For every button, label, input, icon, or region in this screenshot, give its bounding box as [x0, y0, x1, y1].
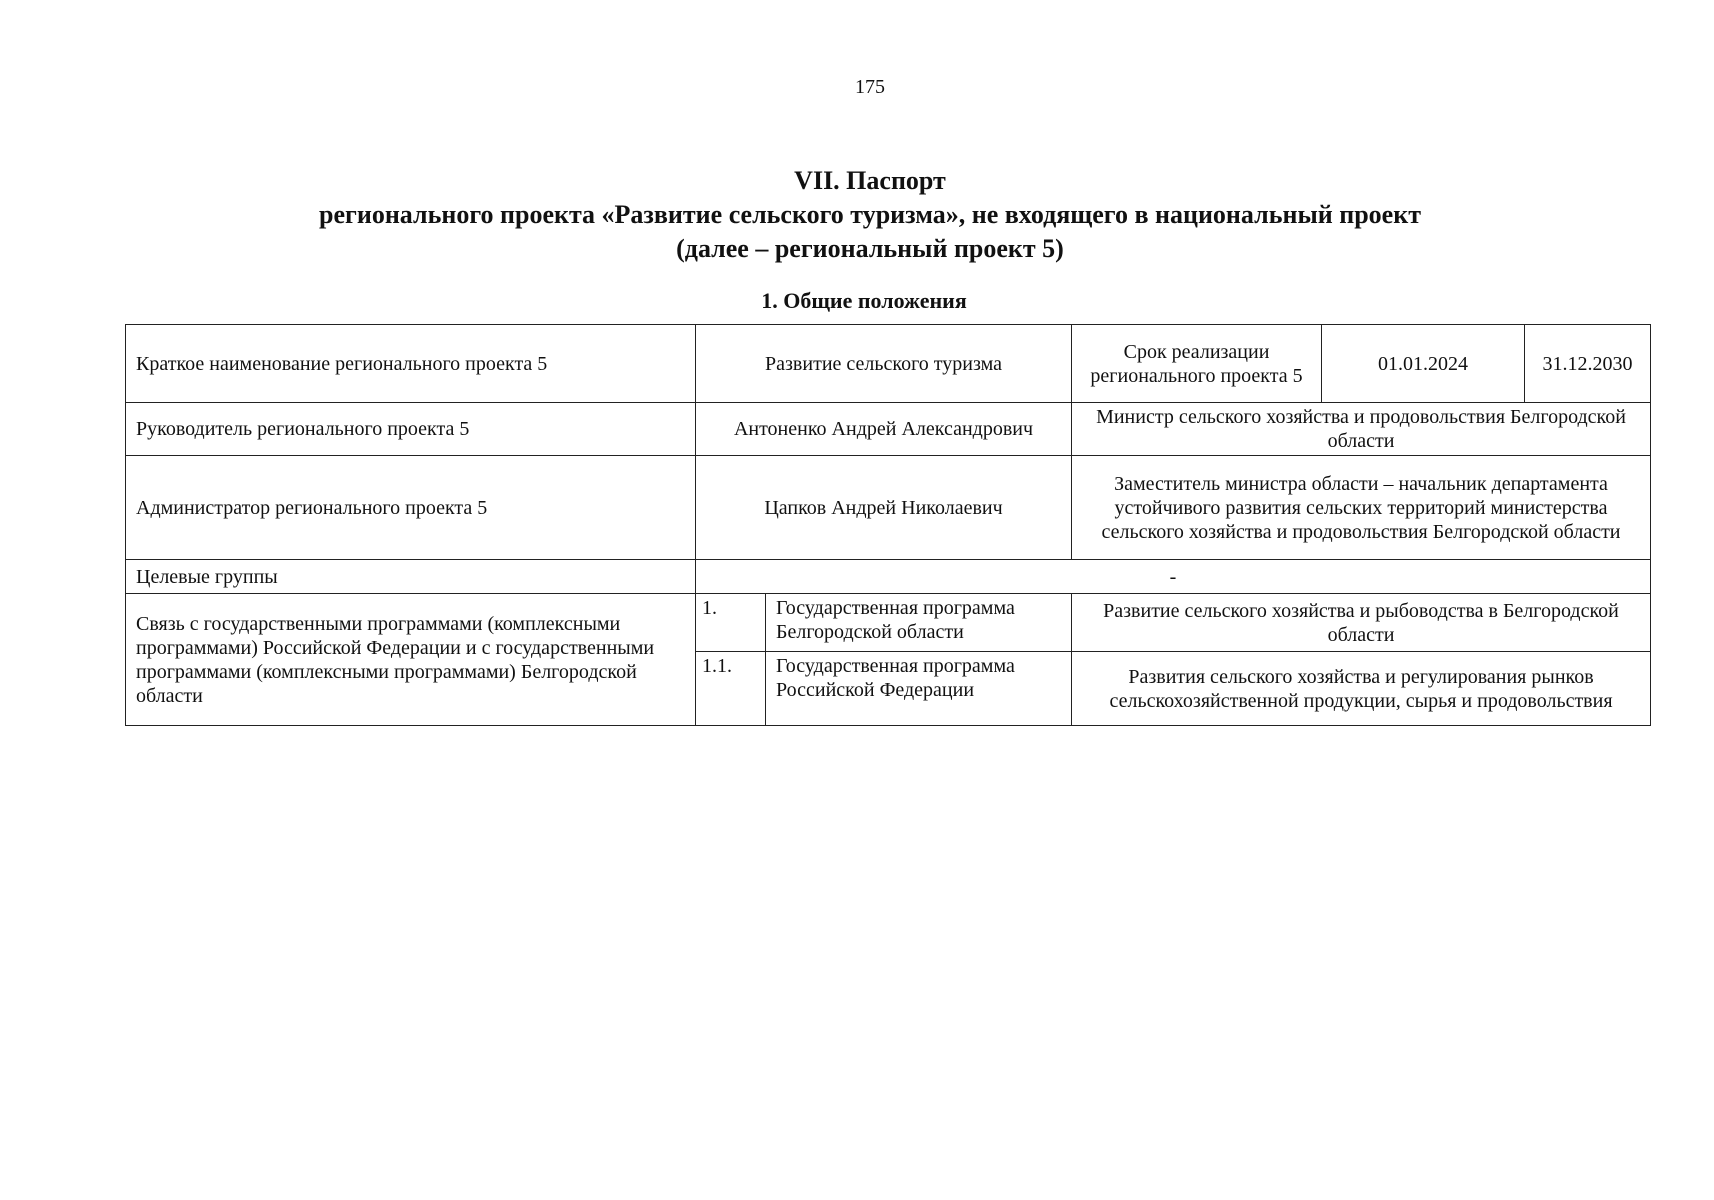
- document-heading: [0, 164, 1714, 266]
- program-name: Развития сельского хозяйства и регулирования рынков сельскохозяйственной продукции, сырья и продовольствия: [1072, 652, 1651, 726]
- head-name: Антоненко Андрей Александрович: [696, 403, 1072, 456]
- head-position: Министр сельского хозяйства и продовольствия Белгородской области: [1072, 403, 1651, 456]
- short-name-value: Развитие сельского туризма: [696, 325, 1072, 403]
- head-label: Руководитель регионального проекта 5: [126, 403, 696, 456]
- heading-line-2: регионального проекта «Развитие сельского туризма», не входящего в национальный проект: [319, 200, 1421, 229]
- programs-label: Связь с государственными программами (комплексными программами) Российской Федерации и с государственными программами (комплексными программами) Белгородской области: [126, 594, 696, 726]
- table-row: [126, 594, 1651, 652]
- table-row: [126, 325, 1651, 403]
- target-groups-value: -: [696, 560, 1651, 594]
- admin-label: Администратор регионального проекта 5: [126, 456, 696, 560]
- program-type: Государственная программа Российской Федерации: [766, 652, 1072, 726]
- term-end-date: 31.12.2030: [1525, 325, 1651, 403]
- target-groups-label: Целевые группы: [126, 560, 696, 594]
- page-number: 175: [855, 76, 885, 98]
- term-label: Срок реализации регионального проекта 5: [1072, 325, 1322, 403]
- admin-name: Цапков Андрей Николаевич: [696, 456, 1072, 560]
- table-row: [126, 456, 1651, 560]
- project-passport-table: [125, 324, 1651, 726]
- program-number: 1.: [696, 594, 766, 652]
- section-title: 1. Общие положения: [761, 288, 967, 313]
- program-name: Развитие сельского хозяйства и рыбоводства в Белгородской области: [1072, 594, 1651, 652]
- program-number: 1.1.: [696, 652, 766, 726]
- table-row: [126, 403, 1651, 456]
- short-name-label: Краткое наименование регионального проекта 5: [126, 325, 696, 403]
- admin-position: Заместитель министра области – начальник департамента устойчивого развития сельских территорий министерства сельского хозяйства и продовольствия Белгородской области: [1072, 456, 1651, 560]
- heading-line-3: (далее – региональный проект 5): [676, 234, 1064, 263]
- heading-line-1: VII. Паспорт: [794, 166, 946, 195]
- term-start-date: 01.01.2024: [1322, 325, 1525, 403]
- table-row: [126, 560, 1651, 594]
- program-type: Государственная программа Белгородской области: [766, 594, 1072, 652]
